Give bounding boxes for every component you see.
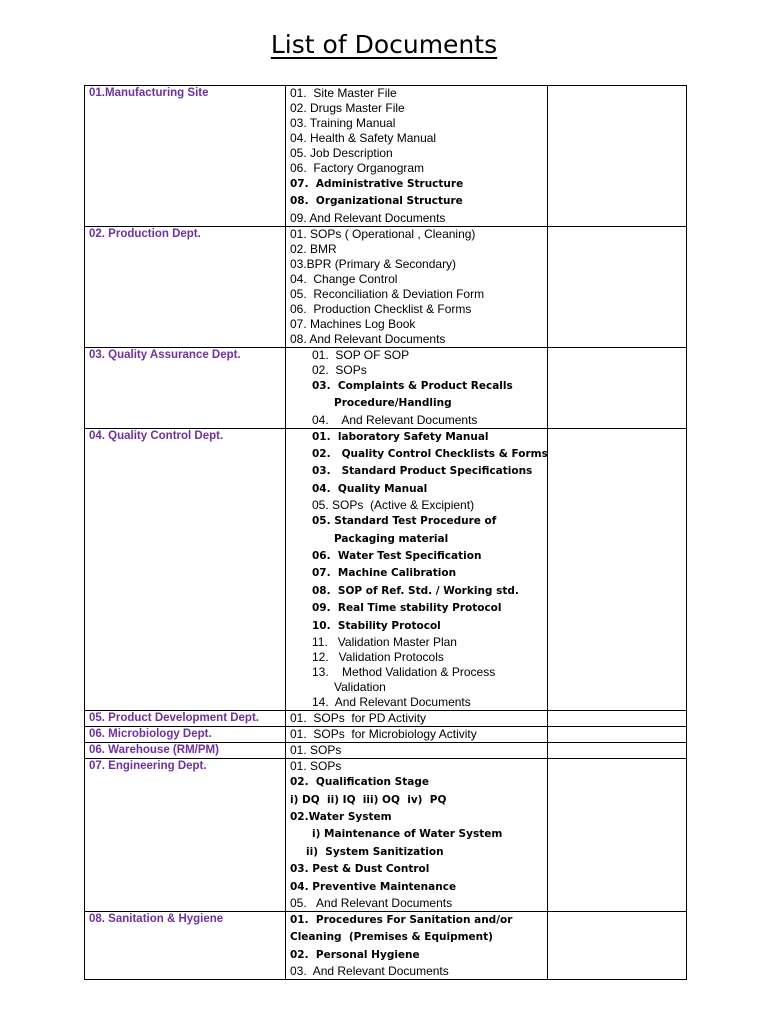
empty-cell: [548, 743, 687, 759]
documents-cell: [286, 226, 548, 347]
table-row: [85, 86, 687, 227]
list-item: 08. Organizational Structure: [290, 195, 463, 208]
list-item: 01. Procedures For Sanitation and/or: [290, 913, 513, 926]
department-cell: 03. Quality Assurance Dept.: [85, 347, 286, 428]
documents-cell: [286, 347, 548, 428]
table-row: [85, 743, 687, 759]
list-item: i) DQ ii) IQ iii) OQ iv) PQ: [290, 793, 447, 806]
empty-cell: [548, 226, 687, 347]
list-item: 02. BMR: [290, 241, 337, 256]
list-item: 07. Machines Log Book: [290, 316, 416, 331]
list-item: 01. SOP OF SOP: [312, 347, 410, 362]
list-item: 04. Health & Safety Manual: [290, 131, 437, 145]
list-item: 08. And Relevant Documents: [290, 331, 446, 346]
empty-cell: [548, 428, 687, 710]
empty-cell: [548, 727, 687, 743]
list-item: 03. Standard Product Specifications: [312, 465, 533, 478]
list-item: Procedure/Handling: [334, 397, 452, 410]
list-item: Validation: [334, 680, 386, 695]
list-item: 03.BPR (Primary & Secondary): [290, 256, 457, 271]
list-item: 03. Pest & Dust Control: [290, 863, 430, 876]
list-item: 05. And Relevant Documents: [290, 895, 453, 910]
department-cell: 02. Production Dept.: [85, 226, 286, 347]
list-item: 02. SOPs: [312, 362, 367, 377]
list-item: i) Maintenance of Water System: [312, 828, 503, 841]
list-item: 01. laboratory Safety Manual: [312, 430, 489, 443]
list-item: 02. Qualification Stage: [290, 776, 429, 789]
page-title: List of Documents: [270, 30, 498, 59]
list-item: 01. SOPs ( Operational , Cleaning): [290, 226, 476, 241]
empty-cell: [548, 86, 687, 227]
list-item: 03. And Relevant Documents: [290, 964, 449, 979]
list-item: 14. And Relevant Documents: [312, 695, 471, 710]
list-item: 07. Administrative Structure: [290, 178, 464, 190]
table-row: [85, 428, 687, 710]
list-item: 09. And Relevant Documents: [290, 210, 446, 225]
department-cell: 05. Product Development Dept.: [85, 711, 286, 727]
list-item: 03. Training Manual: [290, 116, 396, 130]
list-item: 08. SOP of Ref. Std. / Working std.: [312, 584, 519, 597]
list-item: 01. Site Master File: [290, 86, 397, 100]
department-cell: 01.Manufacturing Site: [85, 86, 286, 227]
list-item: 04. Change Control: [290, 271, 398, 286]
list-item: 02.Water System: [290, 810, 392, 823]
list-item: 02. Drugs Master File: [290, 101, 405, 115]
table-row: [85, 711, 687, 727]
documents-cell: [286, 911, 548, 979]
documents-cell: [286, 743, 548, 759]
list-item: 01. SOPs for Microbiology Activity: [290, 727, 477, 742]
list-item: 11. Validation Master Plan: [312, 635, 457, 650]
empty-cell: [548, 711, 687, 727]
list-item: 06. Production Checklist & Forms: [290, 301, 472, 316]
list-item: Cleaning (Premises & Equipment): [290, 931, 493, 944]
list-item: 12. Validation Protocols: [312, 650, 444, 665]
list-item: 05. SOPs (Active & Excipient): [312, 498, 475, 513]
table-row: [85, 226, 687, 347]
list-item: 01. SOPs: [290, 759, 342, 774]
list-item: 09. Real Time stability Protocol: [312, 602, 502, 615]
documents-cell: [286, 711, 548, 727]
list-item: 02. Quality Control Checklists & Forms: [312, 448, 548, 461]
list-item: 05. Standard Test Procedure of: [312, 515, 497, 528]
department-cell: 04. Quality Control Dept.: [85, 428, 286, 710]
list-item: 02. Personal Hygiene: [290, 948, 420, 961]
documents-table: [84, 85, 687, 980]
department-cell: 06. Microbiology Dept.: [85, 727, 286, 743]
list-item: Packaging material: [334, 532, 449, 545]
list-item: 13. Method Validation & Process: [312, 665, 496, 680]
documents-cell: [286, 86, 548, 227]
empty-cell: [548, 911, 687, 979]
empty-cell: [548, 347, 687, 428]
list-item: 04. Quality Manual: [312, 482, 428, 495]
list-item: ii) System Sanitization: [306, 845, 444, 858]
list-item: 03. Complaints & Product Recalls: [312, 379, 513, 392]
table-row: [85, 347, 687, 428]
list-item: 06. Water Test Specification: [312, 550, 482, 563]
list-item: 04. And Relevant Documents: [312, 412, 478, 427]
documents-cell: [286, 727, 548, 743]
list-item: 05. Reconciliation & Deviation Form: [290, 286, 485, 301]
department-cell: 06. Warehouse (RM/PM): [85, 743, 286, 759]
list-item: 10. Stability Protocol: [312, 619, 441, 632]
list-item: 07. Machine Calibration: [312, 567, 457, 580]
documents-cell: [286, 428, 548, 710]
list-item: 01. SOPs: [290, 743, 342, 758]
list-item: 05. Job Description: [290, 146, 393, 160]
department-cell: 07. Engineering Dept.: [85, 759, 286, 912]
table-row: [85, 759, 687, 912]
table-row: [85, 911, 687, 979]
list-item: 01. SOPs for PD Activity: [290, 711, 427, 726]
list-item: 04. Preventive Maintenance: [290, 880, 457, 893]
empty-cell: [548, 759, 687, 912]
department-cell: 08. Sanitation & Hygiene: [85, 911, 286, 979]
table-row: [85, 727, 687, 743]
documents-cell: [286, 759, 548, 912]
list-item: 06. Factory Organogram: [290, 161, 425, 175]
